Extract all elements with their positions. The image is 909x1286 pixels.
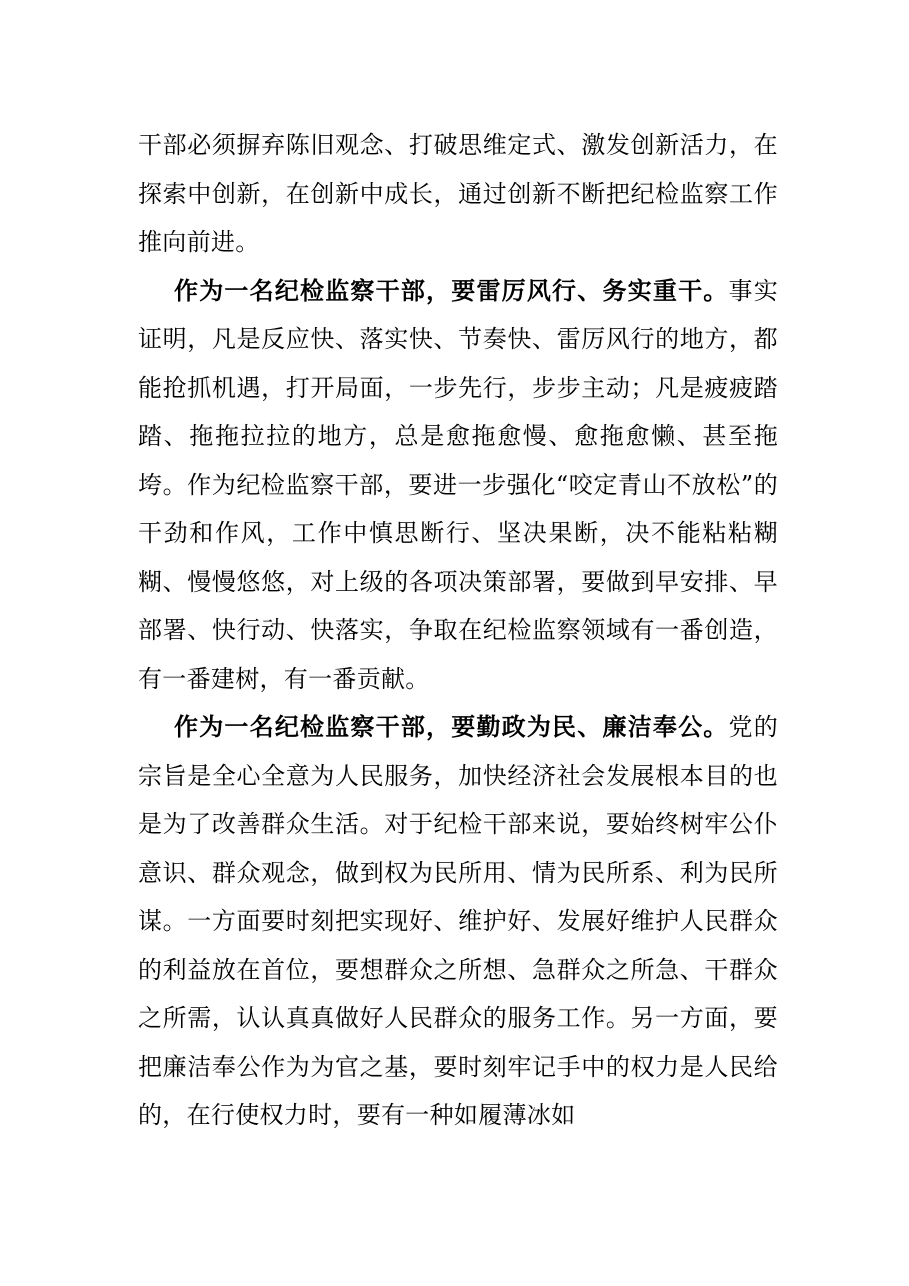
paragraph-lead-heading: 作为一名纪检监察干部，要雷厉风行、务实重干。: [174, 275, 729, 305]
paragraph-text: 党的宗旨是全心全意为人民服务，加快经济社会发展根本目的也是为了改善群众生活。对于纪检干部来说，要始终树牢公仆意识、群众观念，做到权为民所用、情为民所系、利为民所谋。一方面要时刻把实现好、维护好、发展好维护人民群众的利益放在首位，要想群众之所想、急群众之所急、干群众之所需，认认真真做好人民群众的服务工作。另一方面，要把廉洁奉公作为为官之基，要时刻牢记手中的权力是人民给的，在行使权力时，要有一种如履薄冰如: [138, 713, 778, 1129]
paragraph-text: 干部必须摒弃陈旧观念、打破思维定式、激发创新活力，在探索中创新，在创新中成长，通过创新不断把纪检监察工作推向前进。: [138, 131, 778, 256]
paragraph-decisive-action: [138, 267, 778, 704]
paragraph-continuation: [138, 121, 778, 267]
paragraph-lead-heading: 作为一名纪检监察干部，要勤政为民、廉洁奉公。: [174, 712, 729, 741]
paragraph-text: 事实证明，凡是反应快、落实快、节奏快、雷厉风行的地方，都能抢抓机遇，打开局面，一步先行，步步主动；凡是疲疲踏踏、拖拖拉拉的地方，总是愈拖愈慢、愈拖愈懒、甚至拖垮。作为纪检监察干部，要进一步强化“咬定青山不放松”的干劲和作风，工作中慎思断行、坚决果断，决不能粘粘糊糊、慢慢悠悠，对上级的各项决策部署，要做到早安排、早部署、快行动、快落实，争取在纪检监察领域有一番创造，有一番建树，有一番贡献。: [138, 276, 778, 693]
paragraph-serve-people: [138, 703, 778, 1140]
document-body: [138, 121, 778, 1140]
